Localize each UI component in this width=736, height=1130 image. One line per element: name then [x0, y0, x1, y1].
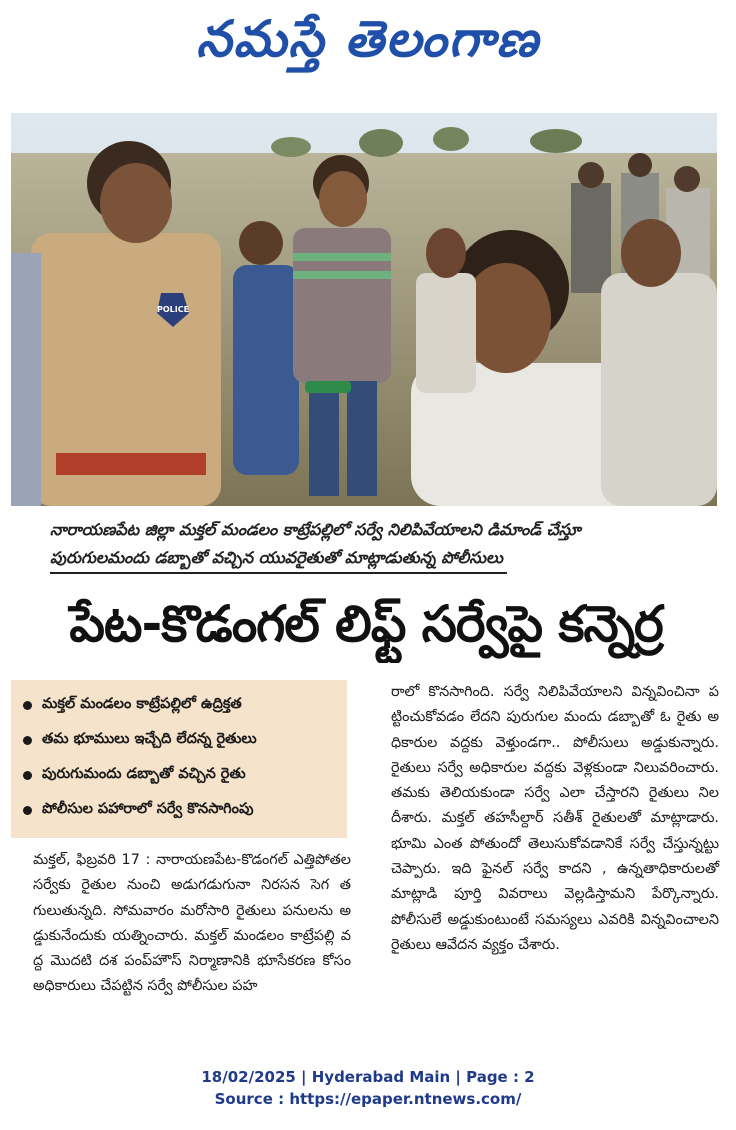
highlight-item	[23, 758, 337, 793]
news-photo	[11, 113, 717, 506]
highlights-box	[11, 680, 347, 838]
article-text-right: రాలో కొనసాగింది. సర్వే నిలిపివేయాలని విన్నవించినా పట్టించుకోవడం లేదని పురుగుల మందు డబ్బాతో ఓ రైతు అధికారుల వద్దకు వెళ్తుండగా.. పోలీసులు అడ్డుకున్నారు. రైతులు సర్వే అధికారుల వద్దకు వెళ్లకుండా నిలువరించారు. తమకు తెలియకుండా సర్వే ఎలా చేస్తారని రైతులు నిలదీశారు. మక్తల్ తహసీల్దార్ సతీశ్ రైతులతో మాట్లాడారు. భూమి ఎంత పోతుందో తెలుసుకోవడానికే సర్వే చేస్తున్నట్టు చెప్పారు. ఇది ఫైనల్ సర్వే కాదని , ఉన్నతాధికారులతో మాట్లాడి పూర్తి వివరాలు వెల్లడిస్తామని పేర్కొన్నారు. పోలీసులే అడ్డుకుంటుంటే సమస్యలు ఎవరికి విన్నవించాలని రైతులు ఆవేదన వ్యక్తం చేశారు.	[391, 684, 719, 953]
bullet-icon	[23, 806, 32, 815]
highlight-item	[23, 723, 337, 758]
police-badge-text: POLICE	[156, 305, 190, 314]
article-column-left	[33, 848, 351, 1000]
article-text-left: మక్తల్, ఫిబ్రవరి 17 : నారాయణపేట-కొడంగల్ ఎత్తిపోతల సర్వేకు రైతుల నుంచి అడుగడుగునా నిరసన సెగ తగులుతున్నది. సోమవారం మరోసారి రైతులు పనులను అడ్డుకునేందుకు యత్నించారు. మక్తల్ మండలం కాట్రేపల్లి వద్ద మొదటి దశ పంప్‌హౌస్ నిర్మాణానికి భూసేకరణ కోసం అధికారులు చేపట్టిన సర్వే పోలీసుల పహ	[33, 852, 351, 995]
highlight-text: మక్తల్ మండలం కాట్రేపల్లిలో ఉద్రిక్తత	[42, 695, 242, 712]
bullet-icon	[23, 701, 32, 710]
caption-line-2: పురుగులమందు డబ్బాతో వచ్చిన యువరైతుతో మాట్లాడుతున్న పోలీసులు	[50, 544, 507, 574]
bullet-icon	[23, 736, 32, 745]
highlight-item	[23, 688, 337, 723]
photo-illustration	[11, 113, 717, 506]
headline: పేట-కొడంగల్ లిఫ్ట్ సర్వేపై కన్నెర్ర	[69, 595, 663, 653]
newspaper-title: నమస్తే తెలంగాణ	[196, 9, 540, 68]
article-column-right	[391, 680, 719, 958]
footer-date-edition: 18/02/2025 | Hyderabad Main | Page : 2	[201, 1068, 535, 1086]
photo-caption	[50, 516, 690, 574]
highlight-text: తమ భూములు ఇచ్చేది లేదన్న రైతులు	[42, 730, 257, 747]
highlight-text: పోలీసుల పహారాలో సర్వే కొనసాగింపు	[42, 800, 254, 817]
caption-line-1: నారాయణపేట జిల్లా మక్తల్ మండలం కాట్రేపల్లిలో సర్వే నిలిపివేయాలని డిమాండ్ చేస్తూ	[50, 520, 581, 539]
masthead	[0, 0, 736, 90]
bullet-icon	[23, 771, 32, 780]
highlight-item	[23, 793, 337, 828]
footer-source-link[interactable]: Source : https://epaper.ntnews.com/	[214, 1090, 522, 1108]
page-footer	[0, 1066, 736, 1110]
highlight-text: పురుగుమందు డబ్బాతో వచ్చిన రైతు	[42, 765, 246, 782]
